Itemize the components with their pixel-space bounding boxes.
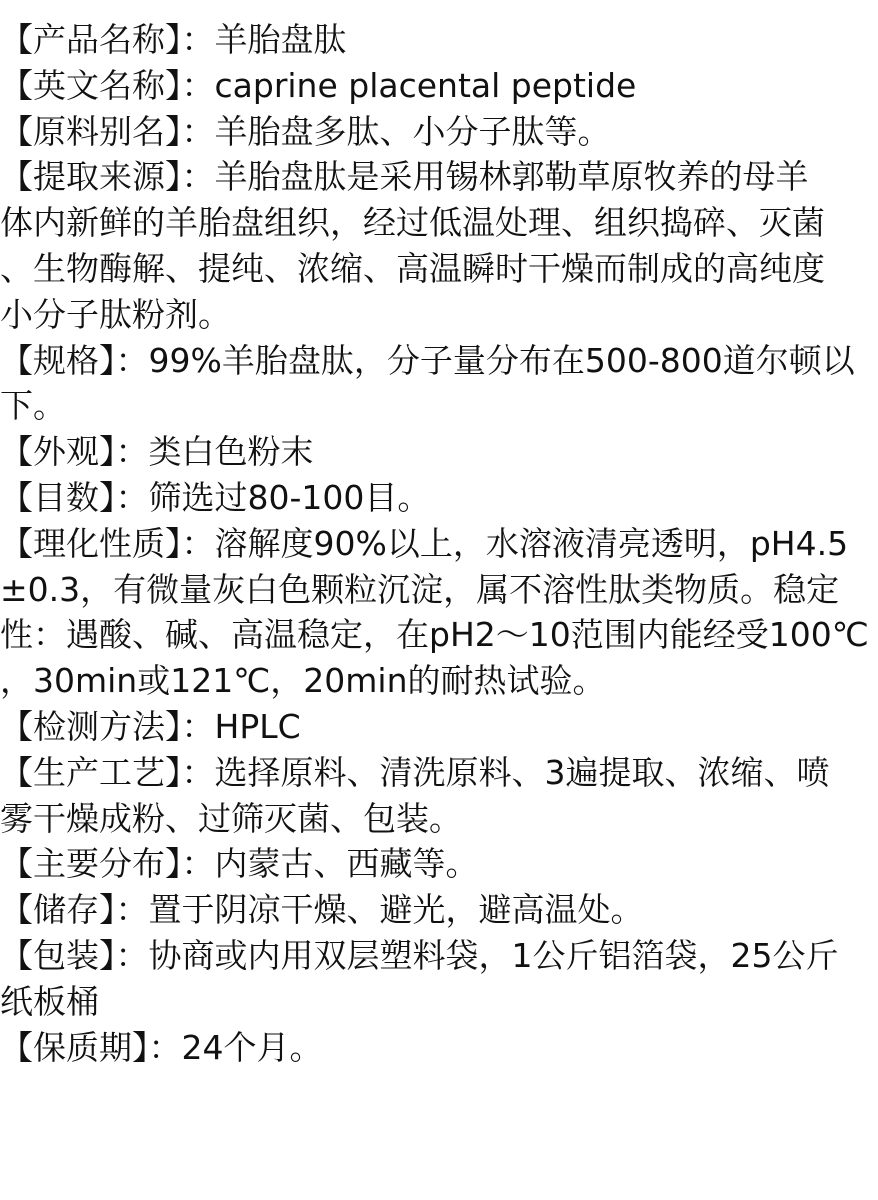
text-line-properties-1: 【理化性质】：溶解度90%以上，水溶液清亮透明，pH4.5 bbox=[0, 523, 849, 563]
text-line-properties-4: ，30min或121℃，20min的耐热试验。 bbox=[0, 661, 606, 701]
text-line-source-1: 【提取来源】：羊胎盘肽是采用锡林郭勒草原牧养的母羊 bbox=[0, 157, 809, 197]
text-line-mesh: 【目数】：筛选过80-100目。 bbox=[0, 477, 431, 517]
text-line-packaging-1: 【包装】：协商或内用双层塑料袋，1公斤铝箔袋，25公斤 bbox=[0, 935, 839, 975]
text-line-distribution: 【主要分布】：内蒙古、西藏等。 bbox=[0, 844, 479, 884]
text-line-shelf-life: 【保质期】：24个月。 bbox=[0, 1027, 323, 1067]
text-line-test-method: 【检测方法】：HPLC bbox=[0, 706, 301, 746]
text-line-process-2: 雾干燥成粉、过筛灭菌、包装。 bbox=[0, 798, 462, 838]
text-line-english-name: 【英文名称】：caprine placental peptide bbox=[0, 65, 637, 105]
text-line-appearance: 【外观】：类白色粉末 bbox=[0, 432, 314, 472]
text-line-properties-2: ±0.3，有微量灰白色颗粒沉淀，属不溶性肽类物质。稳定 bbox=[0, 569, 840, 609]
text-line-source-2: 体内新鲜的羊胎盘组织，经过低温处理、组织捣碎、灭菌 bbox=[0, 203, 825, 243]
text-line-source-4: 小分子肽粉剂。 bbox=[0, 294, 231, 334]
text-line-product-name: 【产品名称】：羊胎盘肽 bbox=[0, 20, 347, 59]
product-spec-document bbox=[0, 17, 872, 1070]
text-line-spec-1: 【规格】：99%羊胎盘肽，分子量分布在500-800道尔顿以 bbox=[0, 340, 855, 380]
text-line-process-1: 【生产工艺】：选择原料、清洗原料、3遍提取、浓缩、喷 bbox=[0, 752, 830, 792]
text-line-storage: 【储存】：置于阴凉干燥、避光，避高温处。 bbox=[0, 890, 644, 930]
text-line-properties-3: 性：遇酸、碱、高温稳定，在pH2～10范围内能经受100℃ bbox=[0, 615, 869, 655]
text-line-alias: 【原料别名】：羊胎盘多肽、小分子肽等。 bbox=[0, 111, 611, 151]
text-line-spec-2: 下。 bbox=[0, 386, 66, 426]
text-line-source-3: 、生物酶解、提纯、浓缩、高温瞬时干燥而制成的高纯度 bbox=[0, 248, 825, 288]
text-line-packaging-2: 纸板桶 bbox=[0, 981, 99, 1021]
